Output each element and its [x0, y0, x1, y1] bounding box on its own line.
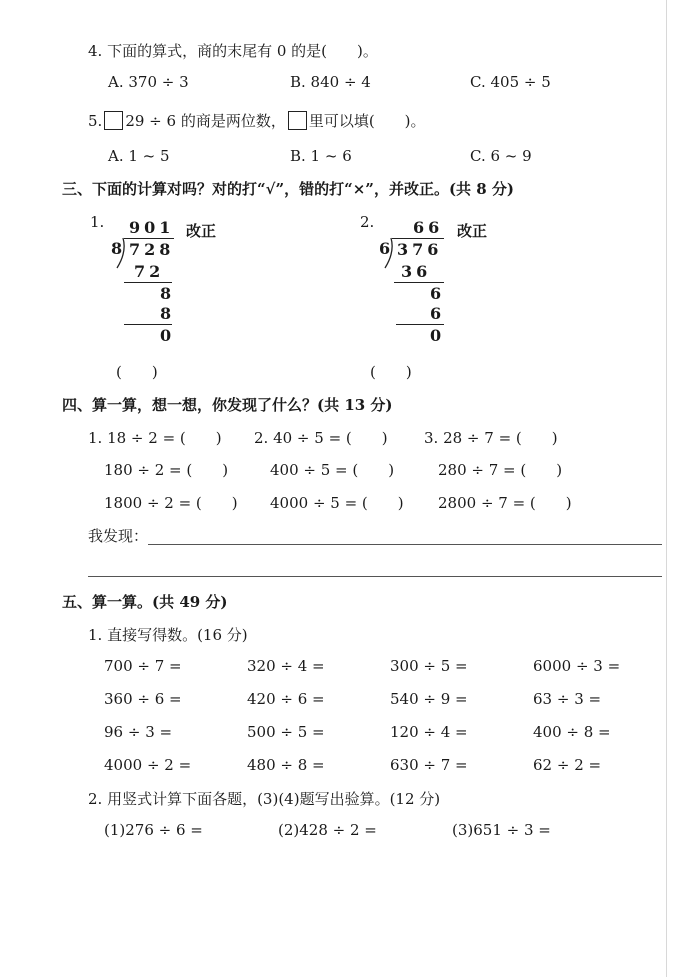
blank-box[interactable]	[288, 111, 307, 130]
calc-item: 420 ÷ 6 =	[247, 690, 325, 708]
vertical-calc-3: (3)651 ÷ 3 =	[452, 821, 551, 839]
calc-item: 63 ÷ 3 =	[533, 690, 602, 708]
question-5-part1: 29 ÷ 6 的商是两位数，	[125, 112, 286, 130]
calc-item: 4000 ÷ 2 =	[104, 756, 192, 774]
calc-item: 400 ÷ 8 =	[533, 723, 611, 741]
step-2-1: 36	[401, 262, 432, 281]
step-line-1b	[124, 324, 172, 325]
division-bracket-2	[385, 238, 395, 270]
dividend-2: 376	[397, 240, 443, 259]
problem-1-number: 1.	[90, 213, 105, 231]
section-5-title: 五、算一算。(共 49 分)	[62, 593, 228, 611]
quotient-bar-2	[392, 238, 444, 239]
calc-item: 320 ÷ 4 =	[247, 657, 325, 675]
s4-r3-c1: 1800 ÷ 2 = ( )	[104, 494, 238, 512]
s4-r1-c3: 3. 28 ÷ 7 = ( )	[424, 429, 558, 447]
q5-option-a: A. 1 ~ 5	[108, 147, 170, 165]
section-4-title: 四、算一算，想一想，你发现了什么？(共 13 分)	[62, 396, 393, 414]
calc-item: 540 ÷ 9 =	[390, 690, 468, 708]
question-5-part2: 里可以填( )。	[308, 112, 426, 130]
s4-r1-c1: 1. 18 ÷ 2 = ( )	[88, 429, 222, 447]
discover-answer-line-1[interactable]	[148, 544, 662, 545]
answer-paren-1[interactable]: ( )	[116, 363, 158, 381]
step-2-2: 6	[430, 284, 446, 303]
s4-r3-c3: 2800 ÷ 7 = ( )	[438, 494, 572, 512]
calc-item: 96 ÷ 3 =	[104, 723, 173, 741]
step-1-3: 8	[160, 304, 176, 323]
remainder-2: 0	[430, 326, 446, 345]
discover-label: 我发现：	[88, 527, 149, 545]
correct-label-1: 改正	[186, 222, 217, 240]
discover-answer-line-2[interactable]	[88, 576, 662, 577]
problem-2-number: 2.	[360, 213, 375, 231]
q4-option-a: A. 370 ÷ 3	[108, 73, 189, 91]
remainder-1: 0	[160, 326, 176, 345]
divisor-2: 6	[379, 239, 395, 258]
quotient-2: 66	[413, 218, 444, 237]
correct-label-2: 改正	[457, 222, 488, 240]
step-line-2b	[396, 324, 444, 325]
blank-box[interactable]	[104, 111, 123, 130]
s4-r2-c1: 180 ÷ 2 = ( )	[104, 461, 229, 479]
calc-item: 700 ÷ 7 =	[104, 657, 182, 675]
section-5-sub1-title: 1. 直接写得数。(16 分)	[88, 626, 248, 644]
calc-item: 120 ÷ 4 =	[390, 723, 468, 741]
dividend-1: 728	[129, 240, 175, 259]
step-line-1a	[124, 282, 172, 283]
quotient-1: 901	[129, 218, 175, 237]
q5-option-c: C. 6 ~ 9	[470, 147, 532, 165]
divisor-1: 8	[111, 239, 127, 258]
question-5	[88, 110, 426, 131]
calc-item: 62 ÷ 2 =	[533, 756, 602, 774]
section-5-sub2-title: 2. 用竖式计算下面各题，(3)(4)题写出验算。(12 分)	[88, 790, 441, 808]
s4-r3-c2: 4000 ÷ 5 = ( )	[270, 494, 404, 512]
question-5-number: 5.	[88, 112, 103, 130]
q4-option-b: B. 840 ÷ 4	[290, 73, 371, 91]
calc-item: 6000 ÷ 3 =	[533, 657, 621, 675]
vertical-calc-2: (2)428 ÷ 2 =	[278, 821, 377, 839]
section-3-title: 三、下面的计算对吗？对的打“√”，错的打“×”，并改正。(共 8 分)	[62, 180, 515, 198]
question-4-text: 4. 下面的算式，商的末尾有 0 的是( )。	[88, 42, 378, 60]
calc-item: 500 ÷ 5 =	[247, 723, 325, 741]
s4-r1-c2: 2. 40 ÷ 5 = ( )	[254, 429, 388, 447]
s4-r2-c2: 400 ÷ 5 = ( )	[270, 461, 395, 479]
calc-item: 360 ÷ 6 =	[104, 690, 182, 708]
step-2-3: 6	[430, 304, 446, 323]
calc-item: 480 ÷ 8 =	[247, 756, 325, 774]
step-1-1: 72	[134, 262, 165, 281]
step-line-2a	[394, 282, 444, 283]
q4-option-c: C. 405 ÷ 5	[470, 73, 551, 91]
vertical-calc-1: (1)276 ÷ 6 =	[104, 821, 203, 839]
s4-r2-c3: 280 ÷ 7 = ( )	[438, 461, 563, 479]
answer-paren-2[interactable]: ( )	[370, 363, 412, 381]
quotient-bar-1	[124, 238, 174, 239]
division-bracket-1	[117, 238, 127, 270]
page-edge	[666, 0, 667, 977]
step-1-2: 8	[160, 284, 176, 303]
calc-item: 300 ÷ 5 =	[390, 657, 468, 675]
q5-option-b: B. 1 ~ 6	[290, 147, 352, 165]
calc-item: 630 ÷ 7 =	[390, 756, 468, 774]
